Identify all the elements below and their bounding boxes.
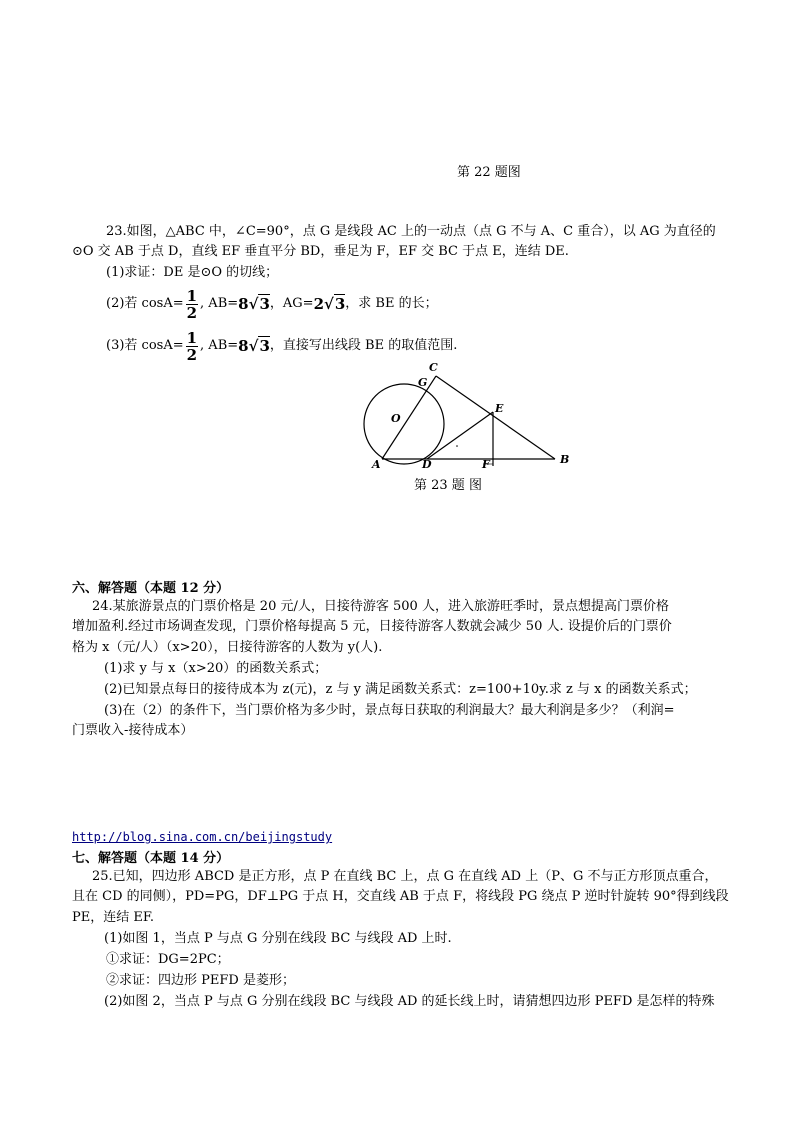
label-c: C <box>429 361 438 374</box>
label-d: D <box>422 458 432 471</box>
q24-line-3: 格为 x（元/人）（x>20），日接待游客的人数为 y(人). <box>72 640 383 655</box>
fraction-denominator: 2 <box>186 345 198 364</box>
sqrt-argument: 3 <box>259 295 270 313</box>
q24-line-1: 24.某旅游景点的门票价格是 20 元/人，日接待游客 500 人，进入旅游旺季时，景点想提高门票价格 <box>92 599 669 614</box>
geometry-figure-23 <box>355 360 585 472</box>
q24-line-2: 增加盈利.经过市场调查发现，门票价格每提高 5 元，日接待游客人数就会减少 50 人. 设提价后的门票价 <box>72 619 672 634</box>
ab-value <box>238 336 270 356</box>
figure-23-caption: 第 23 题 图 <box>414 478 482 493</box>
q23-part-2-suffix: ，求 BE 的长； <box>345 296 438 311</box>
q24-line-7: 门票收入-接待成本） <box>72 723 194 738</box>
q25-line-2: 且在 CD 的同侧），PD=PG，DF⊥PG 于点 H，交直线 AB 于点 F，将线段 PG 绕点 P 逆时针旋转 90°得到线段 <box>72 889 729 904</box>
figure-22-caption: 第 22 题图 <box>457 165 521 180</box>
ab-coefficient: 8 <box>238 337 249 355</box>
fraction-numerator: 1 <box>186 328 198 347</box>
fraction-denominator: 2 <box>186 303 198 322</box>
blog-link[interactable]: http://blog.sina.com.cn/beijingstudy <box>72 830 333 844</box>
sqrt-argument: 3 <box>259 337 270 355</box>
fraction-one-half <box>186 288 198 321</box>
label-f: F <box>482 458 490 471</box>
fraction-numerator: 1 <box>186 286 198 305</box>
ab-label: , AB= <box>200 338 239 353</box>
q25-part-1a: ①求证：DG=2PC； <box>106 952 230 967</box>
ag-label: ，AG= <box>269 296 314 311</box>
fraction-one-half <box>186 330 198 363</box>
q24-part-3: (3)在（2）的条件下，当门票价格为多少时，景点每日获取的利润最大？最大利润是多少？（利润= <box>104 703 675 718</box>
sqrt-sign: √ <box>248 295 259 313</box>
q24-part-1: (1)求 y 与 x（x>20）的函数关系式； <box>104 661 328 676</box>
q25-part-1b: ②求证：四边形 PEFD 是菱形； <box>106 973 295 988</box>
q25-line-3: PE，连结 EF. <box>72 910 154 925</box>
segment-cb <box>436 376 555 459</box>
q24-part-2: (2)已知景点每日的接待成本为 z(元)，z 与 y 满足函数关系式：z=100+10y.求 z 与 x 的函数关系式； <box>104 682 697 697</box>
q23-part-2 <box>106 284 438 324</box>
sqrt-sign: √ <box>324 295 334 313</box>
sqrt-argument: 3 <box>334 295 346 313</box>
point-mark <box>456 445 458 447</box>
q23-part-1: (1)求证：DE 是⊙O 的切线； <box>106 265 279 280</box>
ag-value <box>314 294 346 314</box>
sqrt-sign: √ <box>248 337 259 355</box>
q23-part-2-prefix: (2)若 cosA= <box>106 296 184 311</box>
ab-label: , AB= <box>200 296 239 311</box>
q23-part-3-prefix: (3)若 cosA= <box>106 338 184 353</box>
label-g: G <box>418 376 428 389</box>
section-7-title: 七、解答题（本题 14 分） <box>72 851 230 866</box>
q23-part-3-suffix: ，直接写出线段 BE 的取值范围. <box>269 338 458 353</box>
segment-de <box>427 412 493 459</box>
ag-coefficient: 2 <box>313 295 324 313</box>
q25-part-2: (2)如图 2，当点 P 与点 G 分别在线段 BC 与线段 AD 的延长线上时，请猜想四边形 PEFD 是怎样的特殊 <box>104 994 715 1009</box>
ab-value <box>238 294 270 314</box>
q23-line-2: ⊙O 交 AB 于点 D，直线 EF 垂直平分 BD，垂足为 F，EF 交 BC 于点 E，连结 DE. <box>72 244 569 259</box>
q23-line-1: 23.如图，△ABC 中，∠C=90°，点 G 是线段 AC 上的一动点（点 G 不与 A、C 重合），以 AG 为直径的 <box>106 224 716 239</box>
section-6-title: 六、解答题（本题 12 分） <box>72 581 230 596</box>
q25-line-1: 25.已知，四边形 ABCD 是正方形，点 P 在直线 BC 上，点 G 在直线 AD 上（P、G 不与正方形顶点重合， <box>92 869 718 884</box>
q25-part-1: (1)如图 1，当点 P 与点 G 分别在线段 BC 与线段 AD 上时. <box>104 931 452 946</box>
label-a: A <box>372 458 381 471</box>
label-e: E <box>495 402 504 415</box>
label-b: B <box>560 453 570 466</box>
label-o: O <box>391 412 401 425</box>
ab-coefficient: 8 <box>238 295 249 313</box>
circle-o <box>364 384 444 464</box>
